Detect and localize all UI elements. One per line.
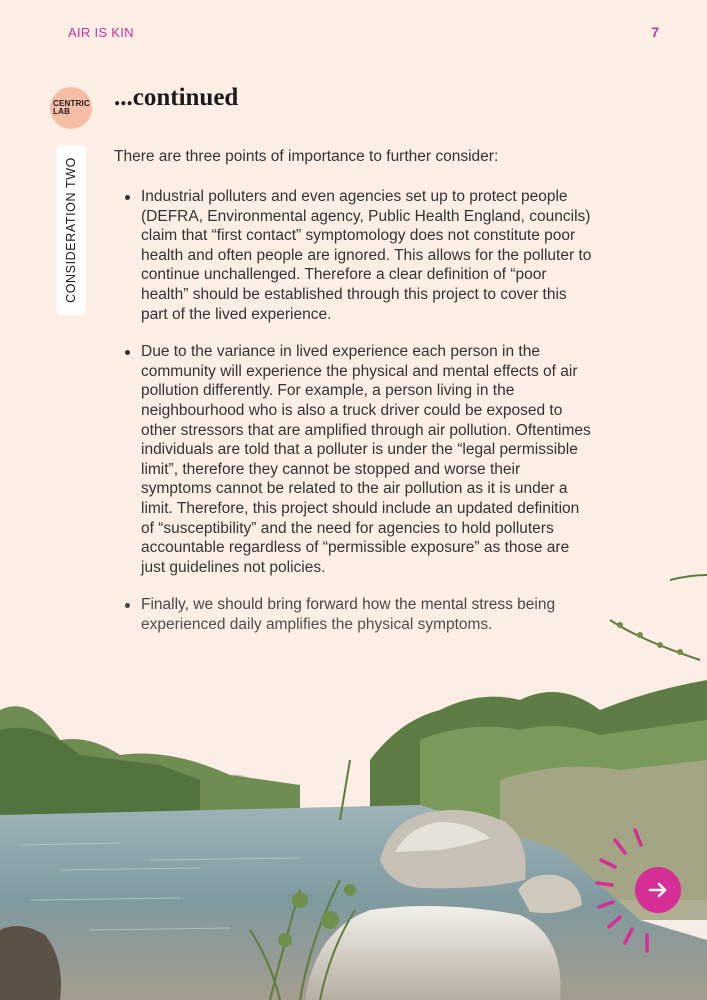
next-page-button[interactable] (635, 867, 681, 913)
section-side-tab (56, 145, 86, 315)
logo-line-1: CENTRIC (53, 99, 90, 108)
intro-paragraph: There are three points of importance to further consider: (114, 148, 499, 165)
arrow-right-icon (646, 878, 670, 902)
list-item: Industrial polluters and even agencies set up to protect people (DEFRA, Environmental agency, Public Health England, councils) claim that “first contact” symptomology does not constitute poor health and often people are ignored. This allows for the polluter to continue unchallenged. Therefore a clear definition of “poor health” should be established through this project to cover this part of the lived experience. (141, 188, 592, 323)
page-title: ...continued (114, 84, 239, 111)
logo-line-2: LAB (53, 107, 71, 116)
publication-title: AIR IS KIN (68, 25, 134, 40)
side-tab-label: CONSIDERATION TWO (64, 157, 79, 303)
list-item: Due to the variance in lived experience each person in the community will experience the physical and mental effects of air pollution differently. For example, a person living in the neighbourhood who is also a truck driver could be exposed to other stressors that are amplified through air pollution. Oftentimes individuals are told that a polluter is under the “legal permissible limit”, therefore they cannot be stopped and worse their symptoms cannot be related to the air pollution as it is under a limit. Therefore, this project should include an updated definition of “susceptibility” and the need for agencies to hold polluters accountable regardless of “permissible exposure” as those are (141, 342, 593, 577)
page-number: 7 (651, 24, 659, 40)
centric-lab-logo (50, 87, 92, 129)
